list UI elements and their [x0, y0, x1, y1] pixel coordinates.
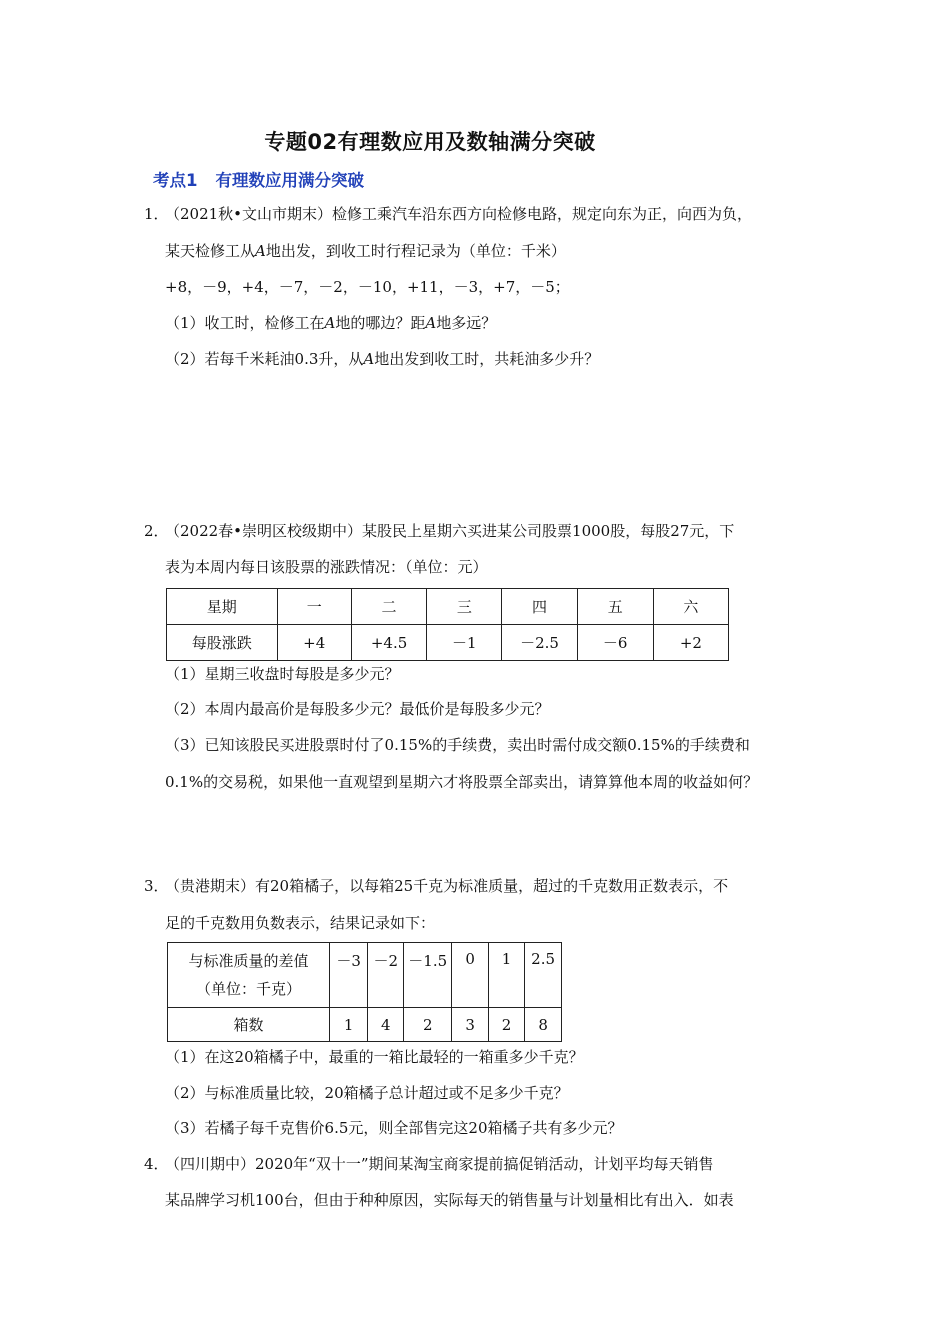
table-cell: 3 — [452, 1008, 488, 1042]
question-1-line-1: （2021秋•文山市期末）检修工乘汽车沿东西方向检修电路，规定向东为正，向西为负， — [165, 205, 753, 223]
question-4-number: 4． — [144, 1155, 169, 1173]
table-cell: 1 — [488, 943, 524, 1008]
table-row — [168, 1008, 562, 1042]
table-cell: －3 — [329, 943, 367, 1008]
question-1-sub-1: （1）收工时，检修工在A地的哪边？距A地多远？ — [165, 314, 497, 332]
question-3-sub-2: （2）与标准质量比较，20箱橘子总计超过或不足多少千克？ — [165, 1084, 569, 1102]
page-title: 专题02有理数应用及数轴满分突破 — [264, 130, 596, 154]
table-cell: －1.5 — [403, 943, 451, 1008]
table-cell: +4 — [277, 625, 351, 661]
question-3-line-2: 足的千克数用负数表示，结果记录如下： — [165, 914, 436, 932]
section-heading — [153, 167, 364, 191]
question-3-line-1: （贵港期末）有20箱橘子，以每箱25千克为标准质量，超过的千克数用正数表示，不 — [165, 877, 729, 895]
table-cell: 四 — [502, 589, 577, 625]
table-cell: 三 — [427, 589, 502, 625]
section-label: 考点1 — [153, 171, 198, 190]
table-cell: 0 — [452, 943, 488, 1008]
table-cell: 箱数 — [168, 1008, 330, 1042]
question-1-line-2: 某天检修工从A地出发，到收工时行程记录为（单位：千米） — [165, 242, 566, 260]
table-header-row — [168, 943, 562, 1008]
table-header-label: 与标准质量的差值 （单位：千克） — [168, 943, 330, 1008]
table-cell: 8 — [525, 1008, 562, 1042]
table-cell: －1 — [427, 625, 502, 661]
table-cell: +4.5 — [351, 625, 426, 661]
question-3-sub-1: （1）在这20箱橘子中，最重的一箱比最轻的一箱重多少千克？ — [165, 1048, 584, 1066]
table-cell: 五 — [577, 589, 653, 625]
question-4-line-1: （四川期中）2020年“双十一”期间某淘宝商家提前搞促销活动，计划平均每天销售 — [165, 1155, 714, 1173]
question-2-number: 2． — [144, 522, 169, 540]
question-1-sub-2: （2）若每千米耗油0.3升，从A地出发到收工时，共耗油多少升？ — [165, 350, 600, 368]
question-2-sub-3a: （3）已知该股民买进股票时付了0.15%的手续费，卖出时需付成交额0.15%的手续费和 — [165, 736, 750, 754]
table-cell: +2 — [653, 625, 728, 661]
question-1-number: 1． — [144, 205, 169, 223]
table-row — [167, 625, 729, 661]
stock-change-table — [166, 588, 729, 661]
orange-weight-table — [167, 942, 562, 1042]
question-3-sub-3: （3）若橘子每千克售价6.5元，则全部售完这20箱橘子共有多少元？ — [165, 1119, 623, 1137]
table-cell: 六 — [653, 589, 728, 625]
table-cell: 一 — [277, 589, 351, 625]
table-cell: 2.5 — [525, 943, 562, 1008]
question-2-sub-2: （2）本周内最高价是每股多少元？最低价是每股多少元？ — [165, 700, 550, 718]
question-2-sub-3b: 0.1%的交易税，如果他一直观望到星期六才将股票全部卖出，请算算他本周的收益如何？ — [165, 773, 759, 791]
table-cell: 星期 — [167, 589, 278, 625]
table-header-row — [167, 589, 729, 625]
table-cell: －6 — [577, 625, 653, 661]
table-cell: 2 — [488, 1008, 524, 1042]
section-text: 有理数应用满分突破 — [215, 171, 364, 190]
question-2-line-1: （2022春•崇明区校级期中）某股民上星期六买进某公司股票1000股，每股27元，下 — [165, 522, 735, 540]
table-cell: 4 — [368, 1008, 404, 1042]
question-2-line-2: 表为本周内每日该股票的涨跌情况：（单位：元） — [165, 558, 488, 576]
table-cell: －2.5 — [502, 625, 577, 661]
table-cell: 2 — [403, 1008, 451, 1042]
question-4-line-2: 某品牌学习机100台，但由于种种原因，实际每天的销售量与计划量相比有出入．如表 — [165, 1191, 734, 1209]
table-cell: 二 — [351, 589, 426, 625]
table-cell: 每股涨跌 — [167, 625, 278, 661]
question-3-number: 3． — [144, 877, 169, 895]
question-1-records: +8，－9，+4，－7，－2，－10，+11，－3，+7，－5； — [165, 278, 570, 296]
table-cell: 1 — [329, 1008, 367, 1042]
table-cell: －2 — [368, 943, 404, 1008]
question-2-sub-1: （1）星期三收盘时每股是多少元？ — [165, 665, 400, 683]
